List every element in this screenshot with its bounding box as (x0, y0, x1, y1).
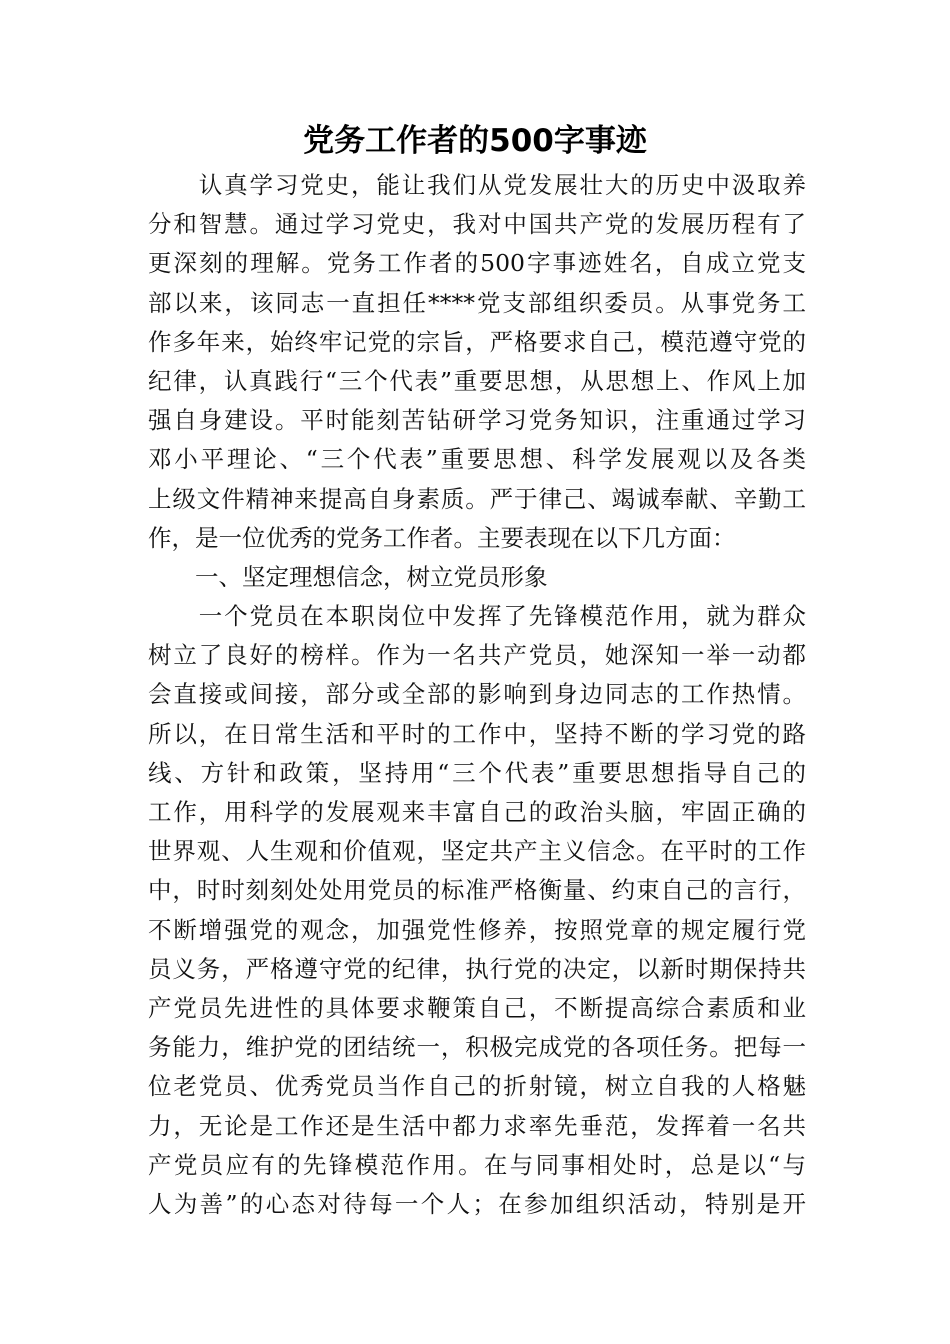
body-line: 邓小平理论、“三个代表”重要思想、科学发展观以及各类 (148, 445, 806, 474)
body-line: 人为善”的心态对待每一个人；在参加组织活动，特别是开 (148, 1189, 806, 1218)
body-line: 工作，用科学的发展观来丰富自己的政治头脑，牢固正确的 (148, 798, 806, 826)
body-line: 务能力，维护党的团结统一，积极完成党的各项任务。把每一 (148, 1033, 806, 1062)
body-line: 产党员先进性的具体要求鞭策自己，不断提高综合素质和业 (148, 993, 806, 1022)
body-line: 树立了良好的榜样。作为一名共产党员，她深知一举一动都 (148, 641, 806, 670)
body-line: 员义务，严格遵守党的纪律，执行党的决定，以新时期保持共 (148, 954, 806, 983)
body-line: 力，无论是工作还是生活中都力求率先垂范，发挥着一名共 (148, 1111, 806, 1140)
body-line: 会直接或间接，部分或全部的影响到身边同志的工作热情。 (148, 680, 806, 709)
body-line: 所以，在日常生活和平时的工作中，坚持不断的学习党的路 (148, 719, 806, 748)
body-line: 不断增强党的观念，加强党性修养，按照党章的规定履行党 (148, 915, 806, 944)
body-line: 一个党员在本职岗位中发挥了先锋模范作用，就为群众 (148, 602, 806, 631)
body-line: 更深刻的理解。党务工作者的500字事迹姓名，自成立党支 (148, 249, 806, 278)
body-line: 一、坚定理想信念，树立党员形象 (148, 562, 548, 591)
body-line: 世界观、人生观和价值观，坚定共产主义信念。在平时的工作 (148, 837, 806, 866)
body-line: 位老党员、优秀党员当作自己的折射镜，树立自我的人格魅 (148, 1072, 806, 1101)
document-title: 党务工作者的500字事迹 (303, 123, 647, 159)
body-line: 纪律，认真践行“三个代表”重要思想，从思想上、作风上加 (148, 366, 806, 395)
body-line: 中，时时刻刻处处用党员的标准严格衡量、约束自己的言行， (148, 876, 806, 905)
document-body (148, 166, 806, 1224)
body-line: 作，是一位优秀的党务工作者。主要表现在以下几方面： (148, 523, 736, 552)
body-line: 强自身建设。平时能刻苦钻研学习党务知识，注重通过学习 (148, 406, 806, 435)
body-line: 产党员应有的先锋模范作用。在与同事相处时，总是以“与 (148, 1150, 806, 1179)
body-line: 上级文件精神来提高自身素质。严于律己、竭诚奉献、辛勤工 (148, 484, 806, 513)
body-line: 部以来，该同志一直担任****党支部组织委员。从事党务工 (148, 288, 806, 317)
body-line: 认真学习党史，能让我们从党发展壮大的历史中汲取养 (148, 171, 806, 199)
body-line: 分和智慧。通过学习党史，我对中国共产党的发展历程有了 (148, 210, 806, 239)
body-line: 线、方针和政策，坚持用“三个代表”重要思想指导自己的 (148, 758, 806, 787)
body-line: 作多年来，始终牢记党的宗旨，严格要求自己，模范遵守党的 (148, 327, 806, 356)
